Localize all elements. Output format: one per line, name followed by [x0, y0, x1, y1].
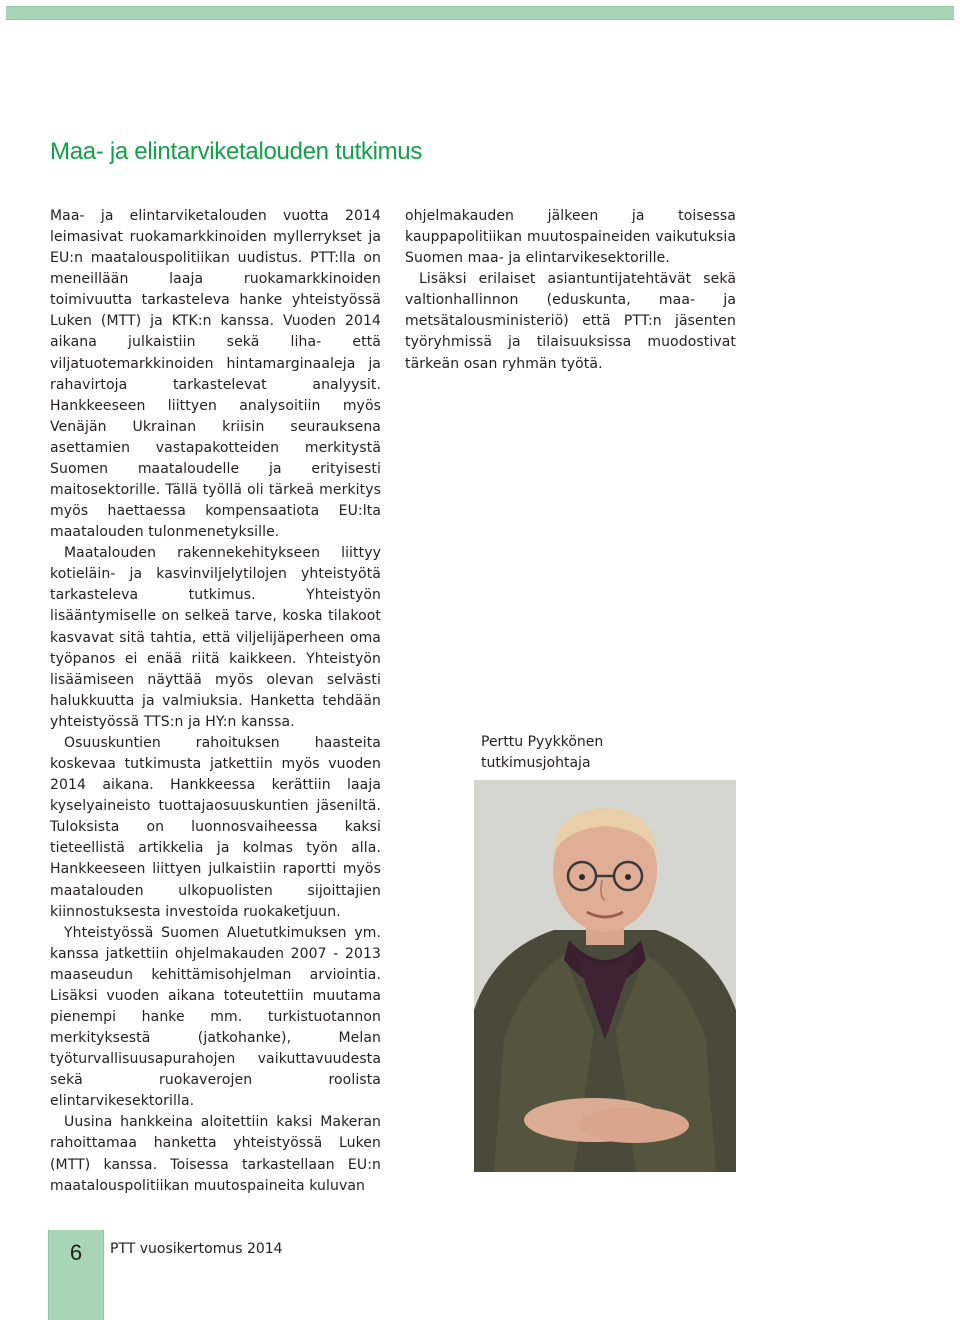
person-role: tutkimusjohtaja — [481, 755, 591, 771]
paragraph: Uusina hankkeina aloitettiin kaksi Makeran rahoittamaa hanketta yhteistyössä Luken (MTT) kanssa. Toisessa tarkastellaan EU:n maatalouspolitiikan muutospaineita kuluvan — [50, 1114, 381, 1194]
person-name: Perttu Pyykkönen — [481, 734, 604, 750]
paragraph: Yhteistyössä Suomen Aluetutkimuksen ym. kanssa jatkettiin ohjelmakauden 2007 - 2013 maaseudun kehittämisohjelman arviointia. Lisäksi vuoden aikana toteutettiin muutama pienempi hanke mm. turkistuotannon merkityksestä (jatkohanke), Melan työturvallisuusapurahojen vaikuttavuudesta sekä ruokaverojen roolista elintarvikesektorilla. — [50, 924, 381, 1110]
paragraph: ohjelmakauden jälkeen ja toisessa kauppapolitiikan muutospaineiden vaikutuksia Suomen maa- ja elintarvikesektorille. — [405, 208, 736, 267]
portrait-photo — [474, 780, 736, 1172]
top-decorative-bar — [6, 6, 954, 20]
page-title: Maa- ja elintarviketalouden tutkimus — [50, 138, 423, 165]
left-text-column — [50, 206, 381, 1197]
publication-title: PTT vuosikertomus 2014 — [110, 1241, 283, 1257]
right-text-column — [405, 206, 736, 375]
portrait-illustration — [474, 780, 736, 1172]
page-number-box — [48, 1230, 104, 1320]
photo-caption — [481, 732, 603, 774]
paragraph: Maa- ja elintarviketalouden vuotta 2014 leimasivat ruokamarkkinoiden myllerrykset ja EU:n maatalouspolitiikan uudistus. PTT:lla on meneillään laaja ruokamarkkinoiden toimivuutta tarkasteleva hanke yhteistyössä Luken (MTT) ja KTK:n kanssa. Vuoden 2014 aikana julkaistiin sekä liha- että viljatuotemarkkinoiden hintamarginaaleja ja rahavirtoja tarkastelevat analyysit. Hankkeeseen liittyen analysoitiin myös Venäjän Ukrainan kriisin seurauksena asettamien vastapakotteiden merkitystä Suomen maataloudelle ja erityisesti maitosektorille. Tällä työllä oli tärkeä merkitys myös haettaessa kompensaatiota EU:lta maatalouden tulonmenetyksille. — [50, 208, 381, 541]
paragraph: Lisäksi erilaiset asiantuntijatehtävät sekä valtionhallinnon (eduskunta, maa- ja metsätalousministeriö) että PTT:n jäsenten työryhmissä ja tilaisuuksissa muodostivat tärkeän osan ryhmän työtä. — [405, 271, 736, 372]
paragraph: Maatalouden rakennekehitykseen liittyy kotieläin- ja kasvinviljelytilojen yhteistyötä tarkasteleva tutkimus. Yhteistyön lisääntymiselle on selkeä tarve, koska tilakoot kasvavat sitä tahtia, että viljelijäperheen oma työpanos ei enää riitä kaikkeen. Yhteistyön lisäämiseen näyttää myös olevan selvästi halukkuutta ja valmiuksia. Hanketta tehdään yhteistyössä TTS:n ja HY:n kanssa. — [50, 545, 381, 730]
page-number: 6 — [69, 1240, 83, 1265]
paragraph: Osuuskuntien rahoituksen haasteita koskevaa tutkimusta jatkettiin myös vuoden 2014 aikana. Hankkeessa kerättiin laaja kyselyaineisto tuottajaosuuskuntien jäseniltä. Tuloksista on luonnosvaiheessa kaksi tieteellistä artikkelia ja kolmas työn alla. Hankkeeseen liittyen julkaistiin raportti myös maatalouden ulkopuolisten sijoittajien kiinnostuksesta investoida ruokaketjuun. — [50, 734, 381, 920]
